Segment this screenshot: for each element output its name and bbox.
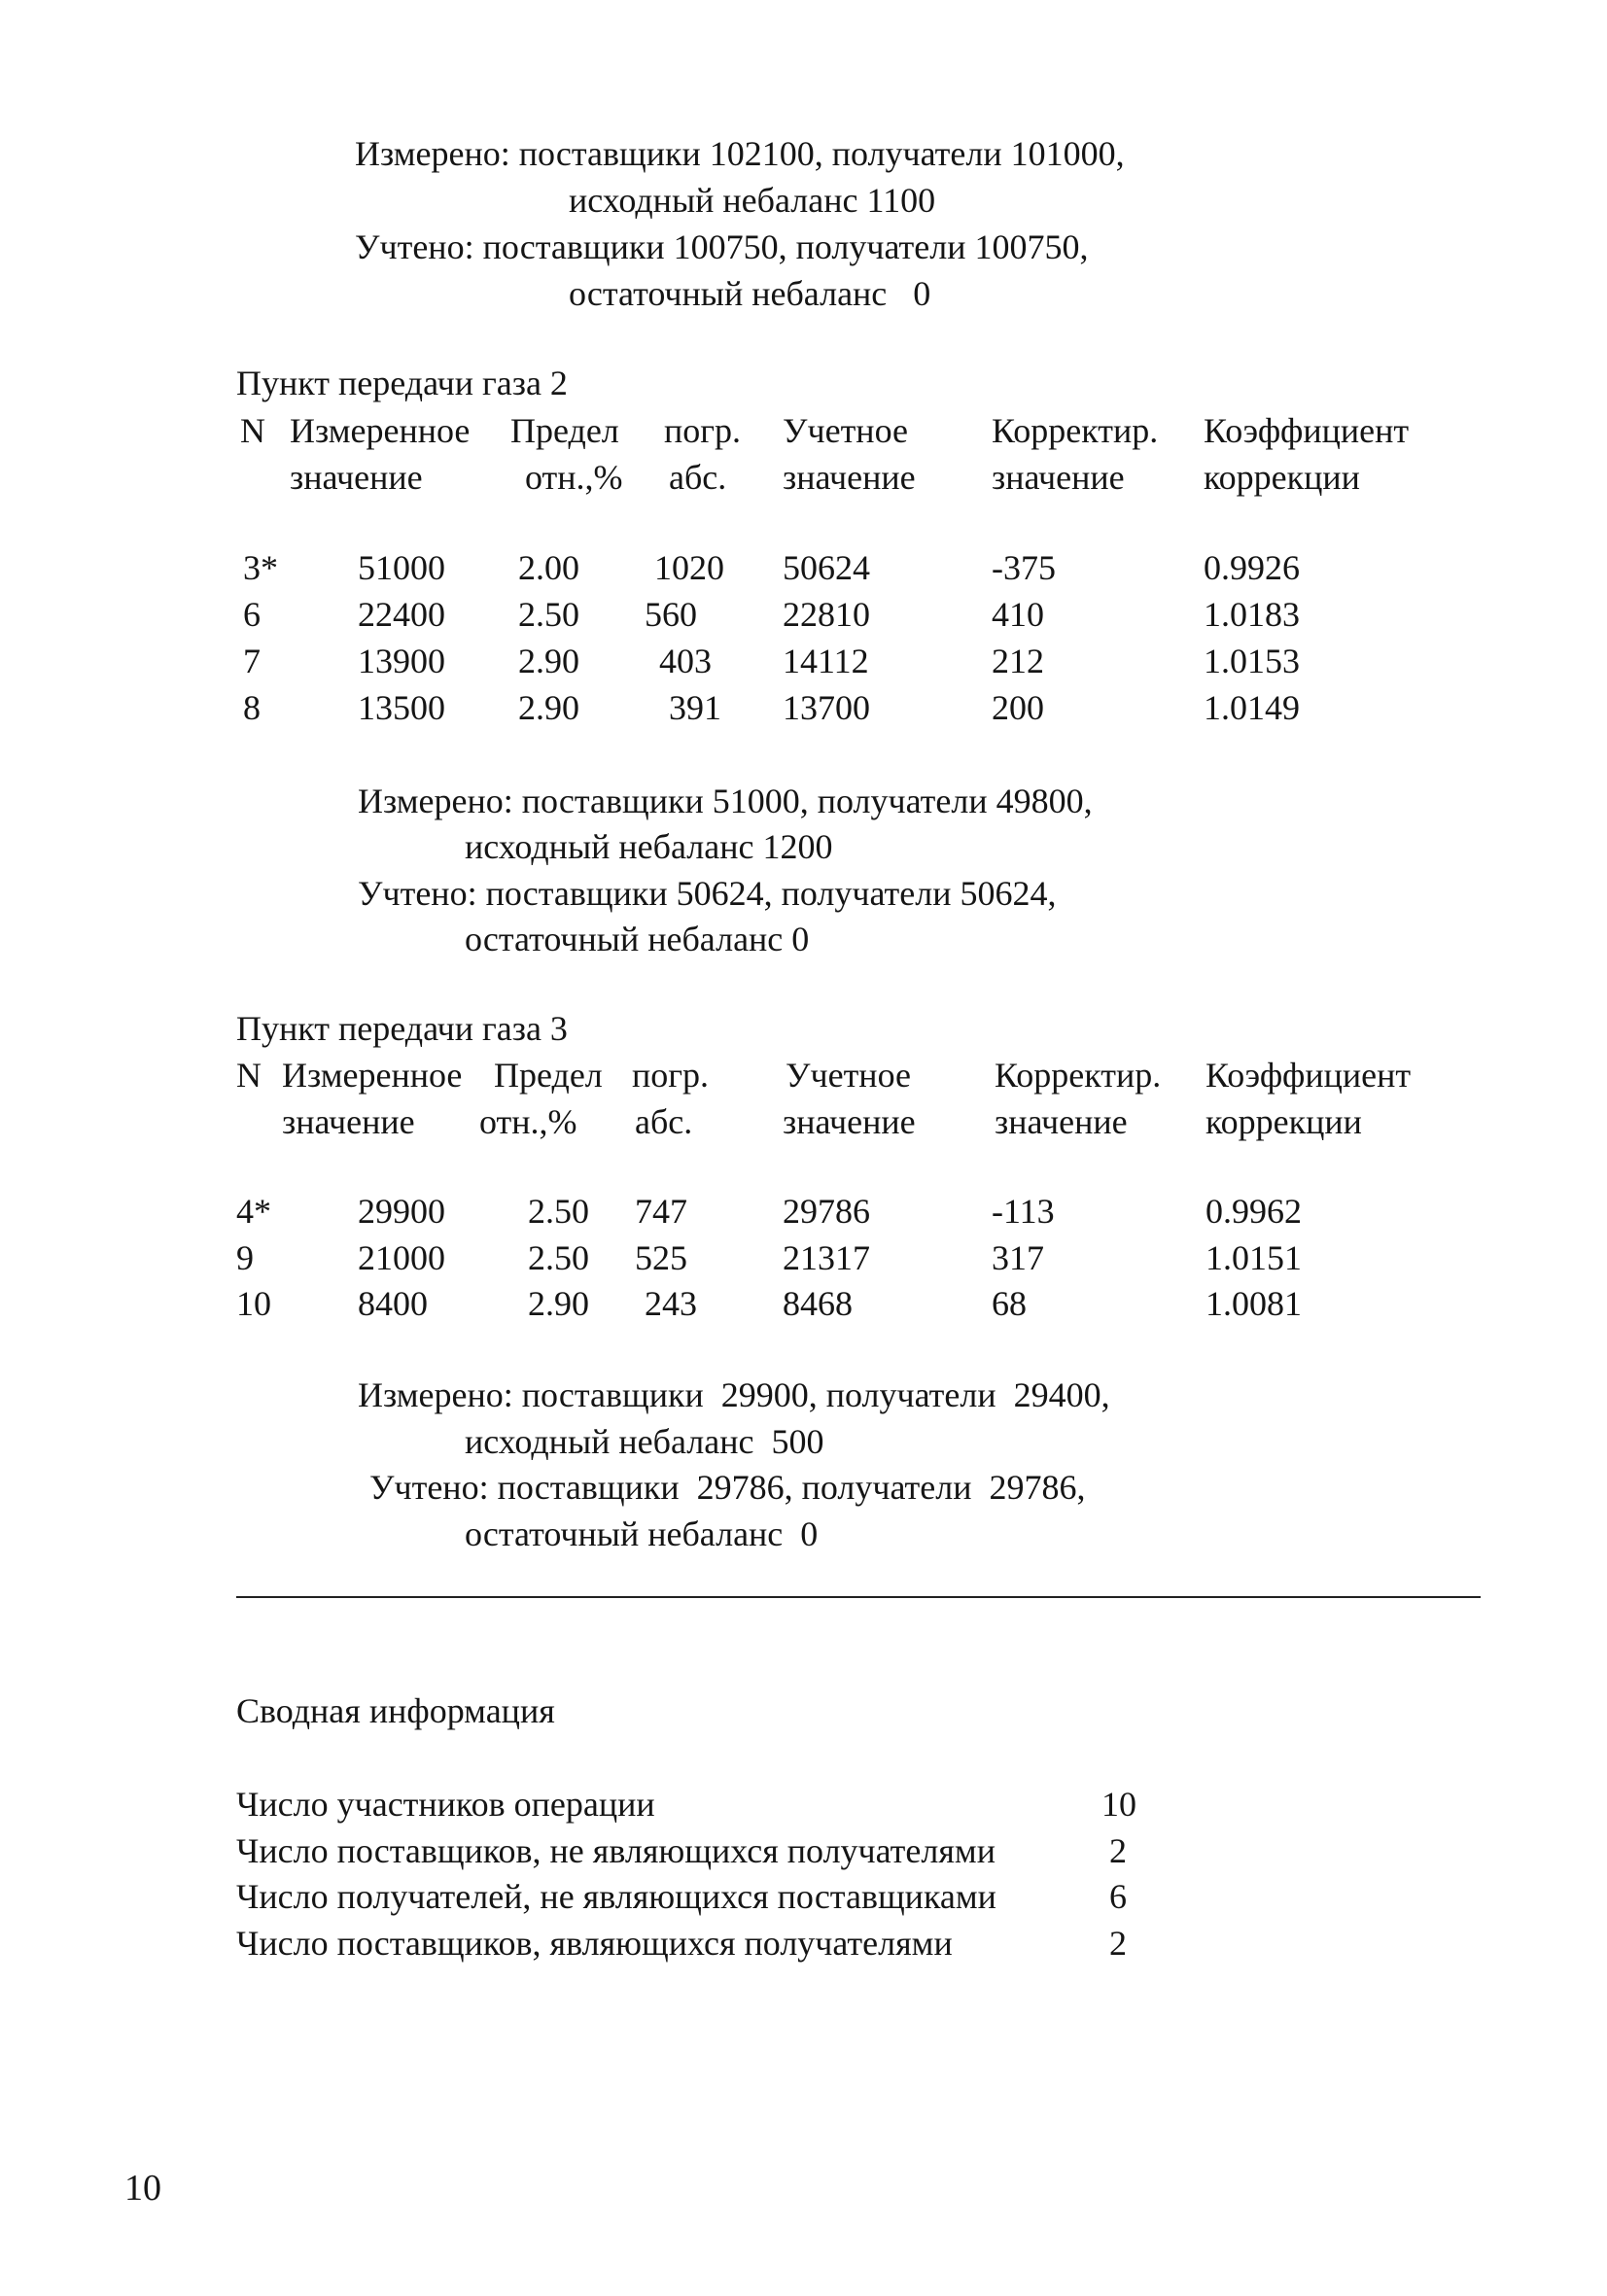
p2-header-measured-2: значение [290, 458, 423, 497]
p3-cell-coef: 0.9962 [1205, 1192, 1302, 1231]
p2-header-corr: Корректир. [992, 411, 1159, 450]
p3-header-measured: Измеренное [282, 1056, 463, 1095]
overview-value: 10 [1101, 1785, 1136, 1824]
p3-cell-acc: 8468 [783, 1284, 853, 1323]
p2-cell-coef: 1.0153 [1204, 642, 1300, 680]
p2-measured-line1: Измерено: поставщики 51000, получатели 49800, [358, 782, 1093, 820]
p3-header-coef: Коэффициент [1205, 1056, 1412, 1095]
p2-header-corr-2: значение [992, 458, 1125, 497]
p2-cell-coef: 1.0183 [1204, 595, 1300, 634]
overview-value: 6 [1109, 1877, 1127, 1916]
p2-cell-limit: 2.90 [518, 688, 579, 727]
p2-header-limit: Предел [510, 411, 619, 450]
p2-cell-n: 6 [243, 595, 261, 634]
p3-cell-limit: 2.90 [528, 1284, 589, 1323]
p2-cell-measured: 13500 [358, 688, 445, 727]
p3-cell-coef: 1.0081 [1205, 1284, 1302, 1323]
p3-cell-corr: -113 [992, 1192, 1055, 1231]
p2-cell-coef: 1.0149 [1204, 688, 1300, 727]
p2-header-n: N [240, 411, 265, 450]
p3-cell-limit: 2.50 [528, 1238, 589, 1277]
p3-accounted-line1: Учтено: поставщики 29786, получатели 29786, [369, 1468, 1086, 1507]
p3-header-limit: Предел [494, 1056, 603, 1095]
p3-header-err-2: абс. [635, 1102, 693, 1141]
p2-cell-err: 391 [669, 688, 721, 727]
p3-cell-n: 9 [236, 1238, 254, 1277]
p2-header-limit-2: отн.,% [525, 458, 623, 497]
p2-accounted-line2: остаточный небаланс 0 [465, 920, 810, 958]
p2-cell-err: 1020 [654, 548, 724, 587]
p2-cell-acc: 13700 [783, 688, 870, 727]
top-accounted-line1: Учтено: поставщики 100750, получатели 100750, [355, 227, 1089, 266]
p2-header-coef: Коэффициент [1204, 411, 1410, 450]
p2-cell-coef: 0.9926 [1204, 548, 1300, 587]
p2-cell-acc: 22810 [783, 595, 870, 634]
p2-measured-line2: исходный небаланс 1200 [465, 827, 833, 866]
top-accounted-line2: остаточный небаланс 0 [569, 274, 931, 313]
p3-measured-line2: исходный небаланс 500 [465, 1422, 824, 1461]
p3-cell-limit: 2.50 [528, 1192, 589, 1231]
p3-header-err: погр. [632, 1056, 710, 1095]
top-measured-line2: исходный небаланс 1100 [569, 181, 936, 220]
overview-label: Число поставщиков, не являющихся получателями [236, 1831, 996, 1870]
p2-cell-corr: 200 [992, 688, 1044, 727]
p2-header-acc: Учетное [783, 411, 908, 450]
p2-cell-limit: 2.00 [518, 548, 579, 587]
overview-value: 2 [1109, 1924, 1127, 1963]
p2-header-measured: Измеренное [290, 411, 471, 450]
p3-header-corr-2: значение [995, 1102, 1128, 1141]
p2-cell-measured: 13900 [358, 642, 445, 680]
p2-header-err-2: абс. [669, 458, 727, 497]
p3-header-acc: Учетное [786, 1056, 911, 1095]
p3-header-measured-2: значение [282, 1102, 415, 1141]
top-measured-line1: Измерено: поставщики 102100, получатели 101000, [355, 134, 1125, 173]
p2-cell-limit: 2.90 [518, 642, 579, 680]
p3-cell-measured: 8400 [358, 1284, 428, 1323]
point2-title: Пункт передачи газа 2 [236, 364, 568, 402]
p3-header-n: N [236, 1056, 262, 1095]
p3-cell-n: 4* [236, 1192, 271, 1231]
p3-cell-corr: 68 [992, 1284, 1027, 1323]
p2-cell-acc: 14112 [783, 642, 869, 680]
p2-header-coef-2: коррекции [1204, 458, 1360, 497]
p3-measured-line1: Измерено: поставщики 29900, получатели 29400, [358, 1375, 1110, 1414]
p2-cell-measured: 22400 [358, 595, 445, 634]
p3-header-coef-2: коррекции [1205, 1102, 1362, 1141]
p2-header-acc-2: значение [783, 458, 916, 497]
p3-header-limit-2: отн.,% [479, 1102, 577, 1141]
page-number: 10 [124, 2168, 161, 2209]
p2-cell-corr: 212 [992, 642, 1044, 680]
p3-cell-coef: 1.0151 [1205, 1238, 1302, 1277]
p2-cell-measured: 51000 [358, 548, 445, 587]
p2-cell-corr: 410 [992, 595, 1044, 634]
p3-cell-corr: 317 [992, 1238, 1044, 1277]
p2-cell-corr: -375 [992, 548, 1056, 587]
point3-title: Пункт передачи газа 3 [236, 1009, 568, 1048]
p2-cell-err: 403 [659, 642, 712, 680]
p3-header-acc-2: значение [783, 1102, 916, 1141]
p2-header-err: погр. [664, 411, 742, 450]
overview-label: Число участников операции [236, 1785, 655, 1824]
p2-cell-acc: 50624 [783, 548, 870, 587]
p2-cell-n: 8 [243, 688, 261, 727]
section-divider [236, 1596, 1481, 1598]
p3-cell-err: 243 [645, 1284, 697, 1323]
overview-label: Число получателей, не являющихся поставщиками [236, 1877, 996, 1916]
p3-cell-err: 525 [635, 1238, 687, 1277]
p2-cell-n: 7 [243, 642, 261, 680]
overview-label: Число поставщиков, являющихся получателями [236, 1924, 953, 1963]
p3-cell-err: 747 [635, 1192, 687, 1231]
overview-title: Сводная информация [236, 1691, 555, 1730]
overview-value: 2 [1109, 1831, 1127, 1870]
p2-cell-err: 560 [645, 595, 697, 634]
p2-accounted-line1: Учтено: поставщики 50624, получатели 50624, [358, 874, 1057, 913]
p2-cell-limit: 2.50 [518, 595, 579, 634]
p3-cell-n: 10 [236, 1284, 271, 1323]
p2-cell-n: 3* [243, 548, 278, 587]
p3-cell-acc: 21317 [783, 1238, 870, 1277]
p3-cell-acc: 29786 [783, 1192, 870, 1231]
p3-cell-measured: 29900 [358, 1192, 445, 1231]
p3-cell-measured: 21000 [358, 1238, 445, 1277]
p3-header-corr: Корректир. [995, 1056, 1162, 1095]
p3-accounted-line2: остаточный небаланс 0 [465, 1514, 819, 1553]
